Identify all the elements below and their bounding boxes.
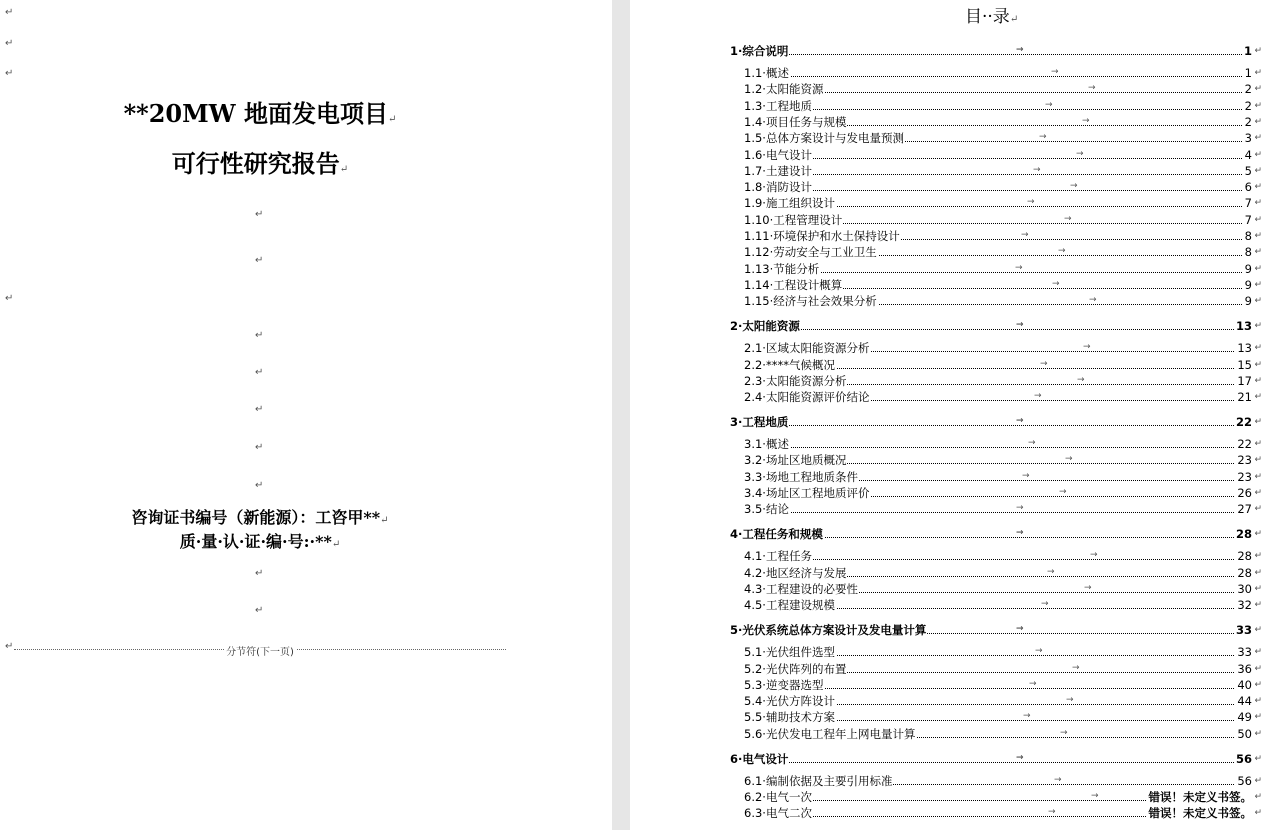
toc-page-number: 22	[1235, 415, 1252, 429]
toc-page-number: 44	[1237, 694, 1252, 708]
toc-entry-title: 3.3·场地工程地质条件	[744, 470, 858, 484]
paragraph-mark: ↵	[1254, 808, 1262, 818]
tab-mark: →	[1015, 263, 1023, 273]
tab-mark: →	[1045, 100, 1053, 110]
tab-mark: →	[1048, 807, 1056, 817]
tab-mark: →	[1029, 679, 1037, 689]
paragraph-mark: ↵	[1254, 166, 1262, 176]
paragraph-mark: ↵	[1254, 455, 1262, 465]
toc-page-number: 4	[1244, 148, 1252, 162]
toc-section-entry[interactable]	[744, 502, 1262, 516]
tab-mark: →	[1066, 695, 1074, 705]
toc-page-number: 27	[1237, 502, 1252, 516]
paragraph-mark: ↵	[1254, 376, 1262, 386]
toc-entry-title: 6.2·电气一次	[744, 790, 812, 804]
toc-entry-title: 6.1·编制依据及主要引用标准	[744, 774, 893, 788]
toc-section-entry[interactable]	[744, 662, 1262, 676]
toc-section-entry[interactable]	[744, 549, 1262, 563]
toc-section-entry[interactable]	[744, 645, 1262, 659]
toc-section-entry[interactable]	[744, 566, 1262, 580]
toc-page-number: 13	[1237, 341, 1252, 355]
toc-entry-title: 1.11·环境保护和水土保持设计	[744, 229, 900, 243]
toc-entry-title: 2.3·太阳能资源分析	[744, 374, 847, 388]
toc-section-entry[interactable]	[744, 294, 1262, 308]
toc-page-number: 2	[1244, 115, 1252, 129]
toc-dot-leader	[744, 559, 1252, 560]
toc-entry-title: 6.3·电气二次	[744, 806, 812, 820]
tab-mark: →	[1070, 181, 1078, 191]
tab-mark: →	[1033, 165, 1041, 175]
paragraph-mark: ↵	[255, 209, 264, 220]
toc-section-entry[interactable]	[744, 196, 1262, 210]
tab-mark: →	[1023, 711, 1031, 721]
paragraph-mark: ↵	[1254, 360, 1262, 370]
toc-heading: 目··录↵	[965, 7, 1019, 27]
tab-mark: →	[1016, 753, 1024, 763]
paragraph-mark: ↵	[1254, 712, 1262, 722]
tab-mark: →	[1021, 230, 1029, 240]
toc-page-number: 15	[1237, 358, 1252, 372]
toc-entry-title: 5·光伏系统总体方案设计及发电量计算	[730, 623, 927, 637]
tab-mark: →	[1016, 624, 1024, 634]
toc-entry-title: 1.4·项目任务与规模	[744, 115, 847, 129]
paragraph-mark: ↵	[1254, 647, 1262, 657]
paragraph-mark: ↵	[255, 330, 264, 341]
tab-mark: →	[1058, 246, 1066, 256]
toc-page-number: 8	[1244, 245, 1252, 259]
paragraph-mark: ↵	[1254, 247, 1262, 257]
toc-dot-leader	[730, 54, 1252, 55]
toc-section-entry[interactable]	[744, 727, 1262, 741]
paragraph-mark: ↵	[1254, 117, 1262, 127]
paragraph-mark: ↵	[1254, 600, 1262, 610]
toc-page-number: 2	[1244, 82, 1252, 96]
toc-entry-title: 2·太阳能资源	[730, 319, 800, 333]
toc-entry-title: 5.1·光伏组件选型	[744, 645, 835, 659]
toc-section-entry[interactable]	[744, 470, 1262, 484]
toc-page-number: 32	[1237, 598, 1252, 612]
paragraph-mark: ↵	[5, 68, 14, 79]
tab-mark: →	[1016, 45, 1024, 55]
paragraph-mark: ↵	[1254, 488, 1262, 498]
toc-entry-title: 2.1·区域太阳能资源分析	[744, 341, 870, 355]
toc-section-entry[interactable]	[744, 437, 1262, 451]
paragraph-mark: ↵	[5, 38, 14, 49]
toc-page-number: 28	[1237, 549, 1252, 563]
toc-entry-title: 1.14·工程设计概算	[744, 278, 843, 292]
toc-section-entry[interactable]	[744, 453, 1262, 467]
tab-mark: →	[1016, 528, 1024, 538]
toc-page-number: 28	[1237, 566, 1252, 580]
toc-entry-title: 4.5·工程建设规模	[744, 598, 835, 612]
paragraph-mark: ↵	[1254, 625, 1262, 635]
toc-page-number: 1	[1243, 44, 1252, 58]
toc-section-entry[interactable]	[744, 164, 1262, 178]
toc-section-entry[interactable]	[744, 374, 1262, 388]
tab-mark: →	[1059, 487, 1067, 497]
paragraph-mark: ↵	[1254, 776, 1262, 786]
paragraph-mark: ↵	[5, 293, 14, 304]
tab-mark: →	[1047, 567, 1055, 577]
toc-entry-title: 1.10·工程管理设计	[744, 213, 843, 227]
tab-mark: →	[1028, 438, 1036, 448]
toc-page-number: 9	[1244, 262, 1252, 276]
toc-section-entry[interactable]	[744, 66, 1262, 80]
toc-page-number: 5	[1244, 164, 1252, 178]
paragraph-mark: ↵	[1254, 392, 1262, 402]
tab-mark: →	[1051, 67, 1059, 77]
toc-dot-leader	[744, 158, 1252, 159]
toc-page-number: 21	[1237, 390, 1252, 404]
toc-page-number: 17	[1237, 374, 1252, 388]
toc-page-number: 8	[1244, 229, 1252, 243]
toc-section-entry[interactable]	[744, 806, 1262, 820]
paragraph-mark: ↵	[1254, 417, 1262, 427]
toc-page-number: 2	[1244, 99, 1252, 113]
toc-section-entry[interactable]	[744, 694, 1262, 708]
tab-mark: →	[1016, 320, 1024, 330]
tab-mark: →	[1082, 116, 1090, 126]
toc-entry-title: 1.7·土建设计	[744, 164, 812, 178]
paragraph-mark: ↵	[255, 480, 264, 491]
toc-page-number: 40	[1237, 678, 1252, 692]
section-break	[14, 644, 506, 658]
paragraph-mark: ↵	[1254, 729, 1262, 739]
toc-entry-title: 3·工程地质	[730, 415, 789, 429]
toc-section-entry[interactable]	[744, 99, 1262, 113]
paragraph-mark: ↵	[1254, 46, 1262, 56]
tab-mark: →	[1041, 599, 1049, 609]
toc-page-number: 33	[1235, 623, 1252, 637]
toc-entry-title: 1.12·劳动安全与工业卫生	[744, 245, 877, 259]
toc-entry-title: 5.4·光伏方阵设计	[744, 694, 835, 708]
tab-mark: →	[1091, 791, 1099, 801]
toc-section-entry[interactable]	[744, 148, 1262, 162]
toc-section-entry[interactable]	[744, 180, 1262, 194]
toc-entry-title: 3.1·概述	[744, 437, 789, 451]
toc-chapter-entry[interactable]	[730, 623, 1262, 637]
paragraph-mark: ↵	[1254, 792, 1262, 802]
toc-dot-leader	[730, 329, 1252, 330]
toc-section-entry[interactable]	[744, 486, 1262, 500]
paragraph-mark: ↵	[1254, 754, 1262, 764]
toc-section-entry[interactable]	[744, 358, 1262, 372]
paragraph-mark: ↵	[5, 7, 14, 18]
toc-entry-title: 1·综合说明	[730, 44, 789, 58]
paragraph-mark: ↵	[255, 442, 264, 453]
report-title-line1: **20MW 地面发电项目↵	[123, 99, 397, 128]
toc-chapter-entry[interactable]	[730, 44, 1262, 58]
tab-mark: →	[1076, 149, 1084, 159]
toc-dot-leader	[730, 762, 1252, 763]
toc-entry-title: 3.4·场址区工程地质评价	[744, 486, 870, 500]
tab-mark: →	[1090, 550, 1098, 560]
paragraph-mark: ↵	[1254, 215, 1262, 225]
paragraph-mark: ↵	[1254, 696, 1262, 706]
report-title-line2: 可行性研究报告↵	[171, 149, 349, 178]
paragraph-mark: ↵	[1254, 439, 1262, 449]
paragraph-mark: ↵	[1254, 568, 1262, 578]
tab-mark: →	[1060, 728, 1068, 738]
tab-mark: →	[1052, 279, 1060, 289]
toc-entry-title: 1.8·消防设计	[744, 180, 812, 194]
toc-section-entry[interactable]	[744, 598, 1262, 612]
tab-mark: →	[1035, 646, 1043, 656]
toc-page-number: 22	[1237, 437, 1252, 451]
paragraph-mark: ↵	[1254, 472, 1262, 482]
toc-page-number: 7	[1244, 196, 1252, 210]
toc-entry-title: 1.1·概述	[744, 66, 789, 80]
toc-section-entry[interactable]	[744, 790, 1262, 804]
toc-entry-title: 6·电气设计	[730, 752, 789, 766]
toc-page-number: 错误！未定义书签。	[1148, 806, 1252, 820]
toc-entry-title: 1.5·总体方案设计与发电量预测	[744, 131, 904, 145]
toc-dot-leader	[744, 109, 1252, 110]
paragraph-mark: ↵	[1254, 529, 1262, 539]
toc-entry-title: 2.2·****气候概况	[744, 358, 835, 372]
tab-mark: →	[1016, 416, 1024, 426]
tab-mark: →	[1022, 471, 1030, 481]
toc-chapter-entry[interactable]	[730, 527, 1262, 541]
toc-page-number: 49	[1237, 710, 1252, 724]
toc-section-entry[interactable]	[744, 229, 1262, 243]
toc-entry-title: 1.13·节能分析	[744, 262, 820, 276]
paragraph-mark: ↵	[255, 255, 264, 266]
tab-mark: →	[1027, 197, 1035, 207]
toc-page-number: 56	[1235, 752, 1252, 766]
paragraph-mark: ↵	[1254, 198, 1262, 208]
tab-mark: →	[1064, 214, 1072, 224]
paragraph-mark: ↵	[5, 641, 14, 652]
paragraph-mark: ↵	[1254, 343, 1262, 353]
paragraph-mark: ↵	[1254, 296, 1262, 306]
toc-page-number: 3	[1244, 131, 1252, 145]
toc-page-number: 23	[1237, 470, 1252, 484]
paragraph-mark: ↵	[1254, 182, 1262, 192]
paragraph-mark: ↵	[255, 367, 264, 378]
paragraph-mark: ↵	[1254, 551, 1262, 561]
toc-entry-title: 4.3·工程建设的必要性	[744, 582, 858, 596]
paragraph-mark: ↵	[1254, 84, 1262, 94]
toc-entry-title: 3.2·场址区地质概况	[744, 453, 847, 467]
toc-dot-leader	[744, 512, 1252, 513]
paragraph-mark: ↵	[1254, 664, 1262, 674]
toc-entry-title: 1.3·工程地质	[744, 99, 812, 113]
toc-page-number: 33	[1237, 645, 1252, 659]
toc-page-number: 6	[1244, 180, 1252, 194]
tab-mark: →	[1088, 83, 1096, 93]
toc-page-number: 30	[1237, 582, 1252, 596]
toc-dot-leader	[744, 174, 1252, 175]
toc-page-number: 1	[1244, 66, 1252, 80]
paragraph-mark: ↵	[1254, 504, 1262, 514]
tab-mark: →	[1034, 391, 1042, 401]
paragraph-mark: ↵	[1254, 231, 1262, 241]
quality-certification-number: 质·量·认·证·编·号:·**↵	[179, 532, 341, 551]
tab-mark: →	[1077, 375, 1085, 385]
toc-entry-title: 1.9·施工组织设计	[744, 196, 835, 210]
tab-mark: →	[1040, 359, 1048, 369]
toc-page-number: 7	[1244, 213, 1252, 227]
toc-entry-title: 5.6·光伏发电工程年上网电量计算	[744, 727, 916, 741]
paragraph-mark: ↵	[1254, 280, 1262, 290]
toc-section-entry[interactable]	[744, 710, 1262, 724]
toc-page-number: 50	[1237, 727, 1252, 741]
toc-section-entry[interactable]	[744, 278, 1262, 292]
toc-dot-leader	[730, 425, 1252, 426]
toc-page-number: 56	[1237, 774, 1252, 788]
toc-section-entry[interactable]	[744, 82, 1262, 96]
tab-mark: →	[1084, 583, 1092, 593]
toc-dot-leader	[744, 76, 1252, 77]
toc-page-number: 28	[1235, 527, 1252, 541]
toc-entry-title: 4.1·工程任务	[744, 549, 812, 563]
toc-section-entry[interactable]	[744, 115, 1262, 129]
toc-entry-title: 5.2·光伏阵列的布置	[744, 662, 847, 676]
toc-section-entry[interactable]	[744, 390, 1262, 404]
paragraph-mark: ↵	[1254, 101, 1262, 111]
paragraph-mark: ↵	[1254, 264, 1262, 274]
toc-section-entry[interactable]	[744, 341, 1262, 355]
paragraph-mark: ↵	[255, 404, 264, 415]
toc-page-number: 36	[1237, 662, 1252, 676]
toc-section-entry[interactable]	[744, 245, 1262, 259]
toc-section-entry[interactable]	[744, 131, 1262, 145]
section-break-label: 分节符(下一页)	[224, 643, 296, 658]
toc-section-entry[interactable]	[744, 678, 1262, 692]
toc-section-entry[interactable]	[744, 774, 1262, 788]
paragraph-mark: ↵	[255, 568, 264, 579]
toc-dot-leader	[744, 190, 1252, 191]
toc-entry-title: 1.6·电气设计	[744, 148, 812, 162]
toc-chapter-entry[interactable]	[730, 752, 1262, 766]
toc-entry-title: 2.4·太阳能资源评价结论	[744, 390, 870, 404]
toc-entry-title: 3.5·结论	[744, 502, 789, 516]
paragraph-mark: ↵	[1254, 68, 1262, 78]
toc-page-number: 13	[1235, 319, 1252, 333]
toc-page-number: 9	[1244, 278, 1252, 292]
tab-mark: →	[1039, 132, 1047, 142]
paragraph-mark: ↵	[1254, 133, 1262, 143]
toc-page-number: 错误！未定义书签。	[1148, 790, 1252, 804]
tab-mark: →	[1083, 342, 1091, 352]
toc-entry-title: 4.2·地区经济与发展	[744, 566, 847, 580]
toc-entry-title: 4·工程任务和规模	[730, 527, 823, 541]
toc-chapter-entry[interactable]	[730, 415, 1262, 429]
paragraph-mark: ↵	[1254, 584, 1262, 594]
toc-page-number: 9	[1244, 294, 1252, 308]
tab-mark: →	[1072, 663, 1080, 673]
paragraph-mark: ↵	[1254, 321, 1262, 331]
tab-mark: →	[1016, 503, 1024, 513]
toc-section-entry[interactable]	[744, 582, 1262, 596]
toc-dot-leader	[744, 447, 1252, 448]
toc-entry-title: 1.15·经济与社会效果分析	[744, 294, 877, 308]
paragraph-mark: ↵	[255, 605, 264, 616]
paragraph-mark: ↵	[1254, 680, 1262, 690]
toc-chapter-entry[interactable]	[730, 319, 1262, 333]
toc-section-entry[interactable]	[744, 213, 1262, 227]
toc-entry-title: 5.3·逆变器选型	[744, 678, 824, 692]
tab-mark: →	[1054, 775, 1062, 785]
certificate-number: 咨询证书编号（新能源）：工咨甲**↵	[131, 508, 389, 527]
toc-page-number: 23	[1237, 453, 1252, 467]
toc-entry-title: 1.2·太阳能资源	[744, 82, 824, 96]
toc-entry-title: 5.5·辅助技术方案	[744, 710, 835, 724]
tab-mark: →	[1065, 454, 1073, 464]
toc-section-entry[interactable]	[744, 262, 1262, 276]
tab-mark: →	[1089, 295, 1097, 305]
toc-page-number: 26	[1237, 486, 1252, 500]
paragraph-mark: ↵	[1254, 150, 1262, 160]
page-gutter	[612, 0, 630, 830]
